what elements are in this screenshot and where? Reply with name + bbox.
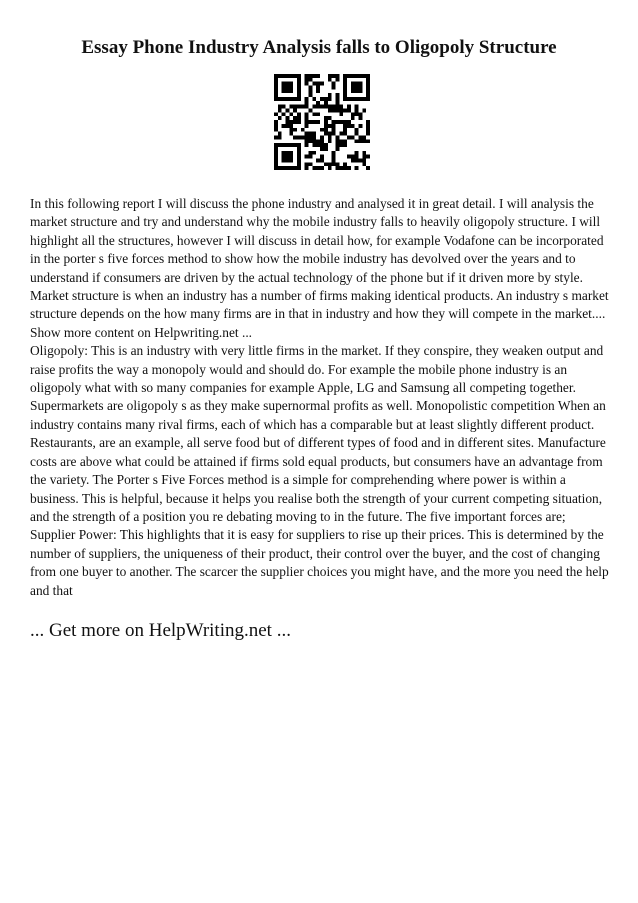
qr-code-icon [274,74,370,170]
essay-body [30,195,614,600]
get-more-link[interactable]: ... Get more on HelpWriting.net ... [30,620,291,641]
document-title: Essay Phone Industry Analysis falls to Oligopoly Structure [81,37,557,58]
paragraph-intro: In this following report I will discuss the phone industry and analysed it in great detail. I will analysis the market structure and try and understand why the mobile industry falls to heavily oligopoly structure. I will highlight all the structures, however I will discuss in detail how, for example Vodafone can be incorporated in the porter s five forces method to show how the mobile industry has devolved over the years and to understand if consumers are driven by the actual technology of the phone but if it driven more by style. Market structure is when an industry has a number of firms making identical products. An industry s market structure depends on the how many firms are in that in industry and how they will compete in the market.... Show more content on Helpwriting.net ... [30,196,609,340]
paragraph-oligopoly: Oligopoly: This is an industry with very little firms in the market. If they conspire, they weaken output and raise profits the way a monopoly would and should do. For example the mobile phone industry is an oligopoly what with so many companies for example Apple, LG and Samsung all competing together. Supermarkets are oligopoly s as they make supernormal profits as well. Monopolistic competition When an industry contains many rival firms, each of which has a comparable but at least slightly different product. Restaurants, are an example, all serve food but of different types of food and in different sites. Manufacture costs are above what could be attained if firms sold equal products, but consumers have an advantage from the variety. The Porter s Five Forces method is a simple for comprehending where power is within a business. This is helpful, because it helps you realise both the strength of your current competing situation, and the strength of a position you re debating moving to in the future. The five important forces are; Supplier Power: This highlights that it is easy for suppliers to rise up their prices. This is determined by the number of suppliers, the uniqueness of their product, their control over the buyer, and the cost of changing from one buyer to another. The scarcer the supplier choices you might have, and the more you need the help and that [30,343,609,598]
